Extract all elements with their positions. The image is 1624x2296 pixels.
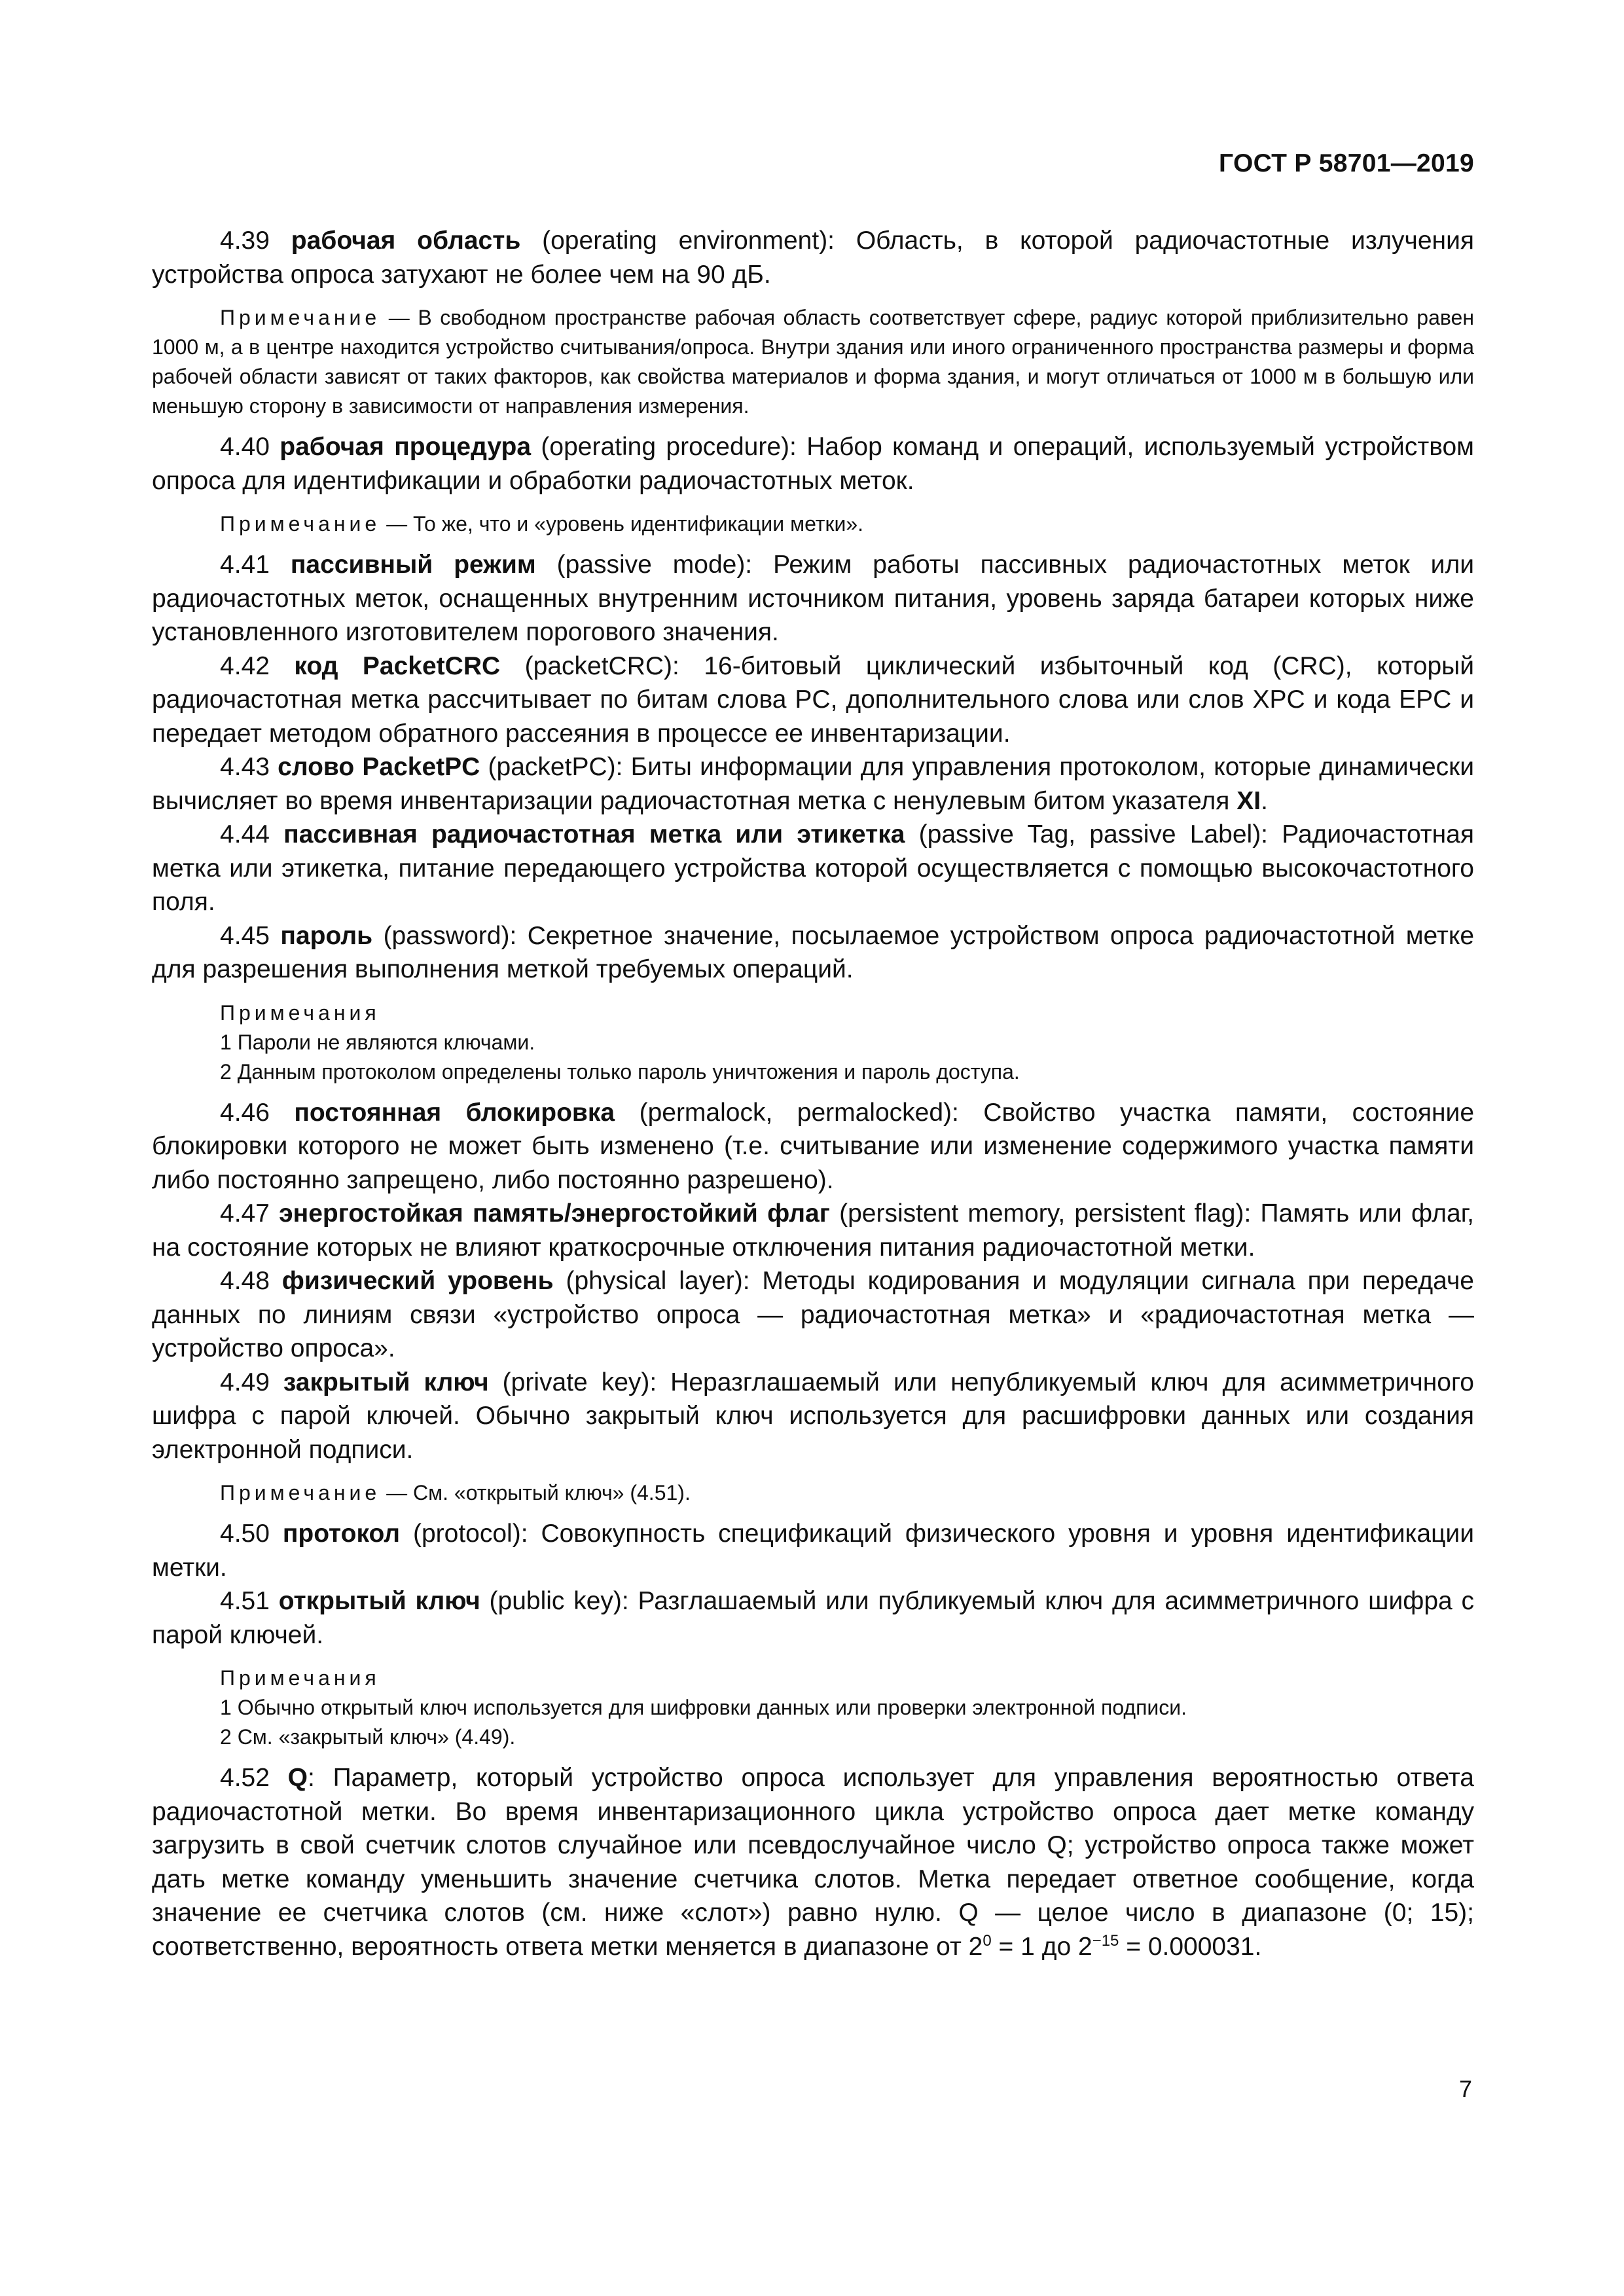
document-code: ГОСТ Р 58701—2019 bbox=[1219, 149, 1474, 177]
term-4-51 bbox=[152, 1584, 1474, 1652]
term-4-50 bbox=[152, 1517, 1474, 1584]
notes-item: 1 Пароли не являются ключами. bbox=[220, 1030, 535, 1054]
term-4-42 bbox=[152, 649, 1474, 751]
note-label: Примечание bbox=[220, 512, 381, 536]
term-4-43 bbox=[152, 750, 1474, 818]
term-definition: (protocol): Совокупность спецификаций физического уровня и уровня идентификации метки. bbox=[152, 1520, 1475, 1582]
note-text: — То же, что и «уровень идентификации метки». bbox=[380, 512, 864, 536]
term-bold-symbol: XI bbox=[1236, 786, 1261, 815]
term-number: 4.51 bbox=[220, 1587, 270, 1615]
term-name: пассивная радиочастотная метка или этикетка bbox=[283, 820, 905, 848]
term-4-48 bbox=[152, 1264, 1474, 1366]
term-definition: (packetPC): Биты информации для управления протоколом, которые динамически вычисляет во время инвентаризации радиочастотная метка с ненулевым битом указателя bbox=[152, 753, 1474, 815]
term-4-45 bbox=[152, 919, 1474, 987]
term-definition: (private key): Неразглашаемый или непубликуемый ключ для асимметричного шифра с парой ключей. Обычно закрытый ключ используется для расшифровки данных или создания электронной подписи. bbox=[152, 1368, 1475, 1464]
term-definition: (operating procedure): Набор команд и операций, используемый устройством опроса для идентификации и обработки радиочастотных меток. bbox=[152, 433, 1474, 495]
term-number: 4.50 bbox=[220, 1520, 270, 1548]
term-number: 4.40 bbox=[220, 433, 270, 461]
term-name: физический уровень bbox=[281, 1267, 554, 1295]
note-label: Примечание bbox=[220, 1481, 381, 1504]
term-definition: (permalock, permalocked): Свойство участка памяти, состояние блокировки которого не может быть изменено (т.е. считывание или изменение содержимого участка памяти либо постоянно запрещено, либо постоянно разрешено). bbox=[152, 1098, 1475, 1194]
term-4-52 bbox=[152, 1761, 1474, 1963]
term-name: открытый ключ bbox=[278, 1587, 480, 1615]
notes-item: 2 Данным протоколом определены только пароль уничтожения и пароль доступа. bbox=[220, 1059, 1020, 1084]
term-name: Q bbox=[287, 1764, 308, 1792]
notes-title: Примечания bbox=[220, 1000, 380, 1025]
term-number: 4.46 bbox=[220, 1098, 270, 1127]
term-4-49 bbox=[152, 1366, 1474, 1467]
term-definition: (passive mode): Режим работы пассивных радиочастотных меток или радиочастотных меток, оснащенных внутренним источником питания, уровень заряда батареи которых ниже установленного изготовителем порогового значения. bbox=[152, 551, 1474, 646]
term-definition: (operating environment): Область, в которой радиочастотные излучения устройства опроса затухают не более чем на 90 дБ. bbox=[152, 227, 1474, 289]
term-4-44 bbox=[152, 818, 1474, 919]
note bbox=[152, 303, 1474, 421]
term-definition: (passive Tag, passive Label): Радиочастотная метка или этикетка, питание передающего устройства которой осуществляется с помощью высокочастотного поля. bbox=[152, 820, 1474, 916]
note-label: Примечание bbox=[220, 306, 381, 329]
term-definition: (password): Секретное значение, посылаемое устройством опроса радиочастотной метке для разрешения выполнения меткой требуемых операций. bbox=[152, 921, 1475, 983]
exponent: −15 bbox=[1092, 1931, 1119, 1950]
page-number: 7 bbox=[1458, 2075, 1472, 2102]
exponent: 0 bbox=[983, 1931, 992, 1950]
term-definition-cont: = 1 до 2 bbox=[991, 1932, 1092, 1961]
note-text: — В свободном пространстве рабочая область соответствует сфере, радиус которой приблизительно равен 1000 м, а в центре находится устройство считывания/опроса. Внутри здания или иного ограниченного пространства размеры и форма рабочей области зависят от таких факторов, как свойства материалов и форма здания, и могут отличаться от 1000 м в большую или меньшую сторону в зависимости от направления измерения. bbox=[152, 306, 1474, 418]
term-number: 4.45 bbox=[220, 921, 270, 950]
term-number: 4.39 bbox=[220, 227, 270, 255]
term-number: 4.42 bbox=[220, 651, 270, 680]
term-name: рабочая область bbox=[291, 227, 521, 255]
term-4-47 bbox=[152, 1197, 1474, 1264]
term-4-46 bbox=[152, 1096, 1474, 1197]
notes-block bbox=[152, 1664, 1474, 1752]
term-4-41 bbox=[152, 548, 1474, 649]
term-number: 4.41 bbox=[220, 551, 270, 579]
term-definition-end: = 0.000031. bbox=[1119, 1932, 1262, 1961]
note-text: — См. «открытый ключ» (4.51). bbox=[380, 1481, 691, 1504]
term-tail: . bbox=[1261, 786, 1268, 815]
term-name: постоянная блокировка bbox=[294, 1098, 615, 1127]
note bbox=[152, 1478, 1474, 1508]
term-4-40 bbox=[152, 430, 1474, 498]
term-number: 4.47 bbox=[220, 1199, 270, 1228]
term-number: 4.48 bbox=[220, 1267, 270, 1295]
term-number: 4.43 bbox=[220, 753, 270, 781]
term-name: закрытый ключ bbox=[283, 1368, 489, 1396]
document-body bbox=[152, 224, 1474, 1963]
term-definition: (public key): Разглашаемый или публикуемый ключ для асимметричного шифра с парой ключей. bbox=[152, 1587, 1474, 1649]
term-4-39 bbox=[152, 224, 1474, 291]
term-name: протокол bbox=[282, 1520, 401, 1548]
notes-item: 2 См. «закрытый ключ» (4.49). bbox=[220, 1725, 516, 1749]
note bbox=[152, 509, 1474, 539]
term-definition: (physical layer): Методы кодирования и модуляции сигнала при передаче данных по линиям связи «устройство опроса — радиочастотная метка» и «радиочастотная метка — устройство опроса». bbox=[152, 1267, 1474, 1362]
term-name: энергостойкая память/энергостойкий флаг bbox=[279, 1199, 830, 1228]
term-definition: (persistent memory, persistent flag): Память или флаг, на состояние которых не влияют краткосрочные отключения питания радиочастотной метки. bbox=[152, 1199, 1474, 1262]
term-number: 4.44 bbox=[220, 820, 270, 848]
term-number: 4.52 bbox=[220, 1764, 270, 1792]
term-name: пароль bbox=[280, 921, 373, 950]
notes-title: Примечания bbox=[220, 1666, 380, 1690]
term-name: пассивный режим bbox=[290, 551, 536, 579]
notes-block bbox=[152, 998, 1474, 1087]
term-name: слово PacketPC bbox=[278, 753, 480, 781]
term-definition: : Параметр, который устройство опроса использует для управления вероятностью ответа радиочастотной метки. Во время инвентаризационного цикла устройство опроса дает метке команду загрузить в свой счетчик слотов случайное или псевдослучайное число Q; устройство опроса также может дать метке команду уменьшить значение счетчика слотов. Метка передает ответное сообщение, когда значение ее счетчика слотов (см. ниже «слот») равно нулю. Q — целое число в диапазоне (0; 15); соответственно, вероятность ответа метки меняется в диапазоне от 2 bbox=[152, 1764, 1474, 1961]
term-number: 4.49 bbox=[220, 1368, 270, 1396]
notes-item: 1 Обычно открытый ключ используется для шифровки данных или проверки электронной подписи. bbox=[220, 1696, 1187, 1719]
term-definition: (packetCRC): 16-битовый циклический избыточный код (CRC), который радиочастотная метка рассчитывает по битам слова PC, дополнительного слова или слов XPC и кода EPC и передает методом обратного рассеяния в процессе ее инвентаризации. bbox=[152, 651, 1474, 748]
term-name: код PacketCRC bbox=[294, 651, 501, 680]
term-name: рабочая процедура bbox=[280, 433, 532, 461]
